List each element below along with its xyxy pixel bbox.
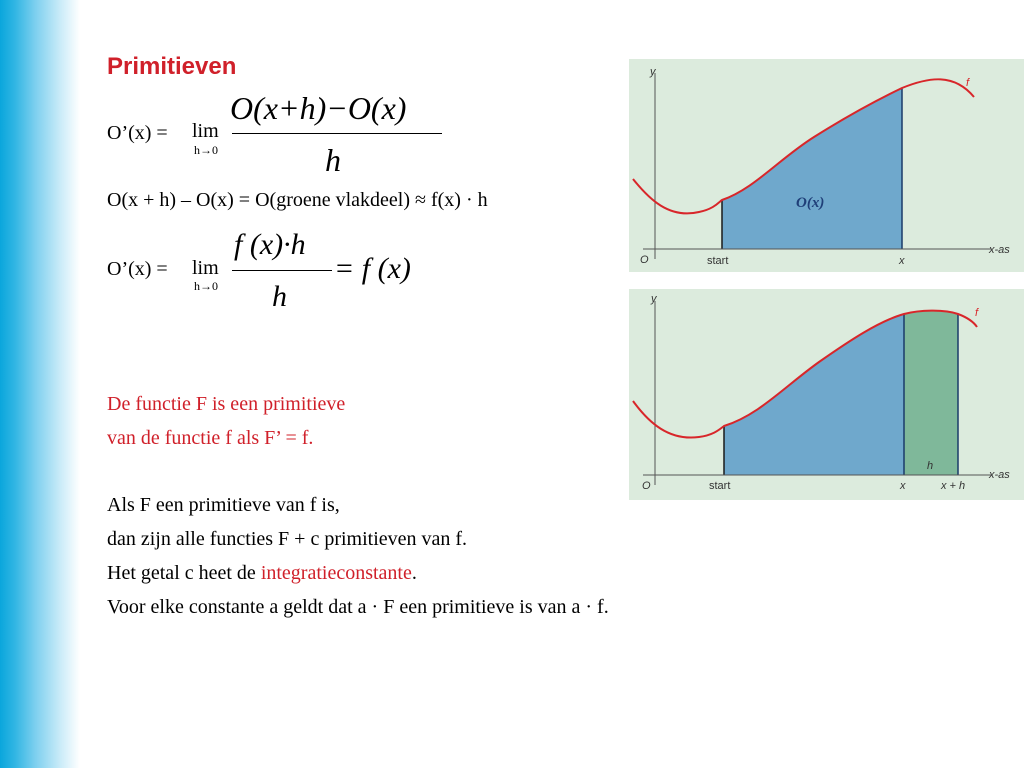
- formula2: O(x + h) – O(x) = O(groene vlakdeel) ≈ f(x) · h: [107, 189, 488, 211]
- formula3-lhs: O’(x) =: [107, 258, 168, 280]
- area-under-curve: [722, 88, 902, 249]
- formula1-lim-sub: h→0: [194, 143, 218, 157]
- strip-area: [904, 311, 958, 475]
- formula3-numerator: f (x)·h: [234, 228, 306, 261]
- area-label: O(x): [796, 195, 825, 211]
- x-plus-h-tick-label: x + h: [941, 480, 966, 492]
- formula1-lim: lim: [192, 120, 219, 142]
- body-line2: dan zijn alle functies F + c primitieven van f.: [107, 528, 468, 550]
- formula3-fraction-bar: [232, 270, 332, 271]
- x-tick-label: x: [900, 480, 906, 492]
- body-line1: Als F een primitieve van f is,: [107, 494, 340, 516]
- x-axis-label: x-as: [989, 469, 1010, 481]
- formula1-fraction-bar: [232, 133, 442, 134]
- area-under-curve: [724, 314, 904, 475]
- formula1-denominator: h: [325, 142, 341, 178]
- x-axis-label: x-as: [989, 244, 1010, 256]
- formula1-lhs: O’(x) =: [107, 122, 168, 144]
- body-line4: Voor elke constante a geldt dat a · F een primitieve is van a · f.: [107, 596, 609, 618]
- formula3-denominator: h: [272, 280, 287, 313]
- curve-label: f: [975, 307, 979, 319]
- decorative-sidebar: [0, 0, 80, 768]
- definition-line2: van de functie f als F’ = f.: [107, 427, 314, 449]
- formula3-lim: lim: [192, 257, 219, 279]
- formula3-rhs: = f (x): [334, 252, 411, 285]
- definition-line1: De functie F is een primitieve: [107, 393, 346, 415]
- origin-label: O: [640, 254, 649, 266]
- body-line3: Het getal c heet de integratieconstante.: [107, 562, 417, 584]
- formula1-numerator: O(x+h)−O(x): [230, 90, 407, 126]
- curve-label: f: [966, 77, 970, 89]
- start-label: start: [707, 255, 729, 267]
- y-axis-label: y: [651, 293, 657, 305]
- start-label: start: [709, 480, 731, 492]
- origin-label: O: [642, 480, 651, 492]
- figure-strip-function: [629, 289, 1024, 500]
- h-label: h: [927, 460, 934, 472]
- slide-title: Primitieven: [107, 53, 237, 80]
- formula3-lim-sub: h→0: [194, 279, 218, 293]
- y-axis-label: y: [650, 66, 656, 78]
- x-tick-label: x: [899, 255, 905, 267]
- integratieconstante-term: integratieconstante: [260, 562, 412, 584]
- figure-area-function: [629, 59, 1024, 272]
